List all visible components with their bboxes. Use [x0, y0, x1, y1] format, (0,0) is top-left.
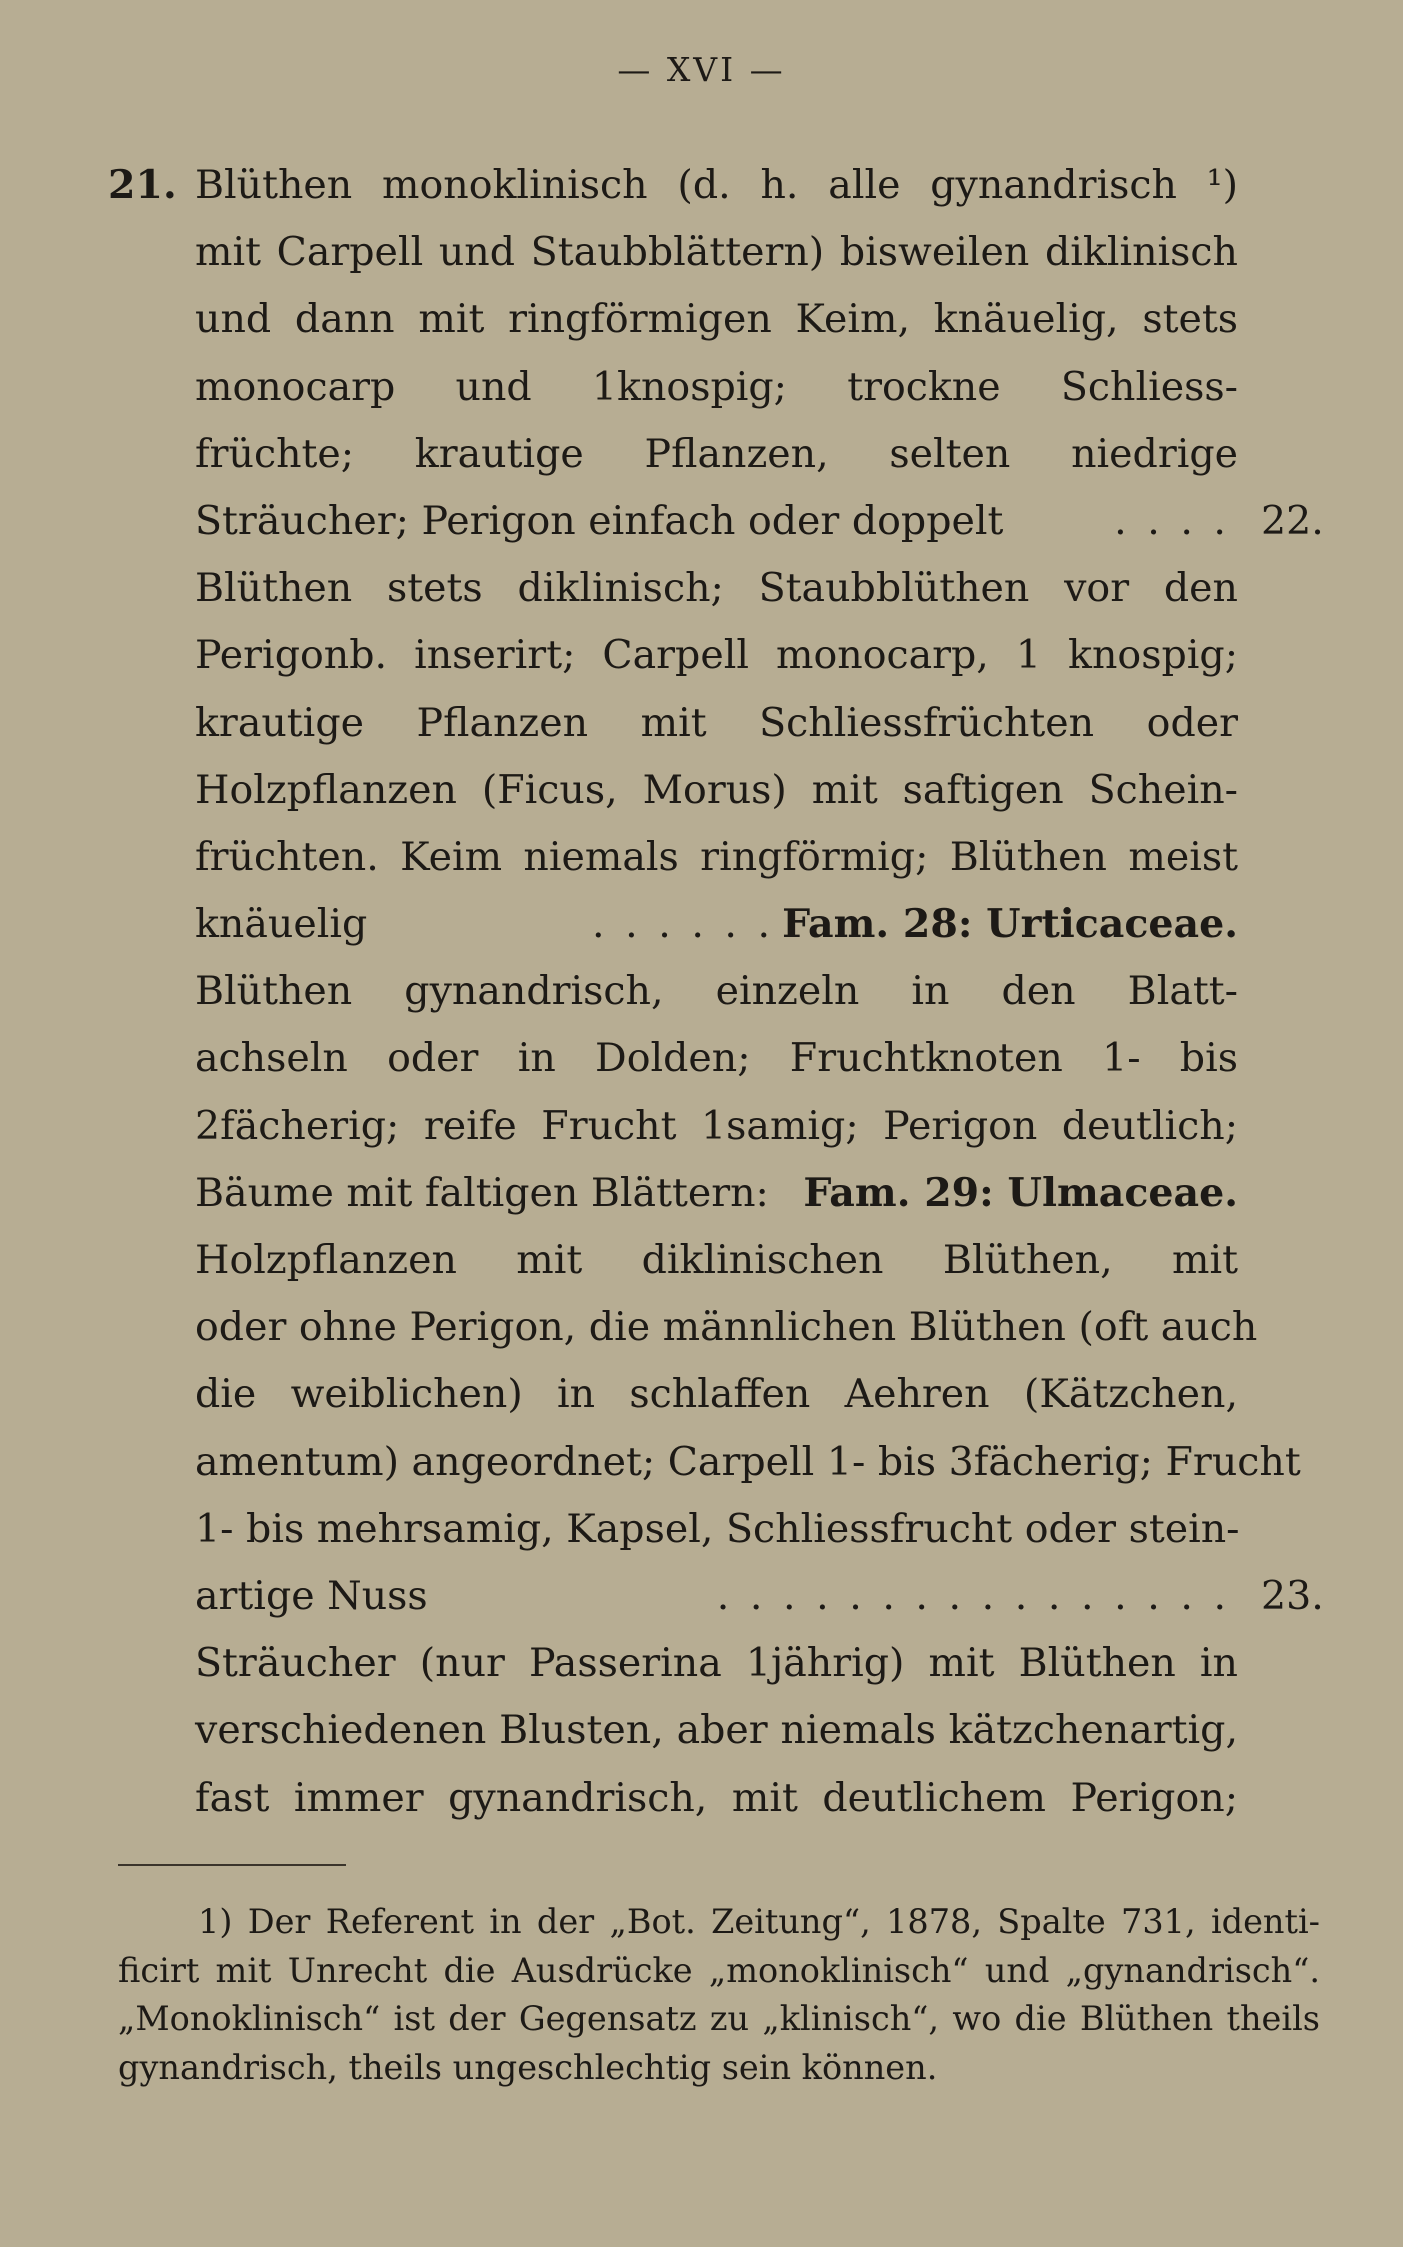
identification-key [108, 152, 1328, 1832]
key-line [108, 555, 1328, 622]
key-reference-22: 22. [1261, 497, 1324, 544]
key-line [108, 757, 1328, 824]
key-line [108, 421, 1328, 488]
key-line [108, 1496, 1328, 1563]
key-text-line: früchte; krautige Pflanzen, selten niedrige [195, 430, 1238, 477]
key-text-line: Holzpflanzen (Ficus, Morus) mit saftigen Schein- [195, 766, 1238, 813]
leader-dots: . . . . . . [591, 901, 775, 948]
leader-dots: . . . . [1114, 497, 1230, 544]
key-line [108, 1630, 1328, 1697]
key-text-line: verschiedenen Blusten, aber niemals kätzchenartig, [195, 1707, 1238, 1754]
key-text-line: die weiblichen) in schlaffen Aehren (Kätzchen, [195, 1371, 1238, 1418]
key-line [108, 354, 1328, 421]
key-line [108, 1765, 1328, 1832]
page-number-header: — XVI — [617, 50, 786, 89]
leader-dots: . . . . . . . . . . . . . . . . [716, 1572, 1230, 1619]
footnote-line: ficirt mit Unrecht die Ausdrücke „monoklinisch“ und „gynandrisch“. [118, 1950, 1320, 1990]
key-text-line [195, 891, 1238, 958]
footnote-line: 1) Der Referent in der „Bot. Zeitung“, 1878, Spalte 731, identi- [198, 1902, 1320, 1941]
key-text-line: achseln oder in Dolden; Fruchtknoten 1- bis [195, 1035, 1238, 1082]
key-line [108, 488, 1328, 555]
key-text-line [195, 488, 1238, 555]
key-text-line: früchten. Keim niemals ringförmig; Blüthen meist [195, 833, 1238, 880]
key-line [108, 1429, 1328, 1496]
key-text-line: oder ohne Perigon, die männlichen Blüthen (oft auch [195, 1304, 1258, 1351]
key-reference-23: 23. [1261, 1572, 1324, 1619]
key-text-fragment: artige Nuss [195, 1572, 428, 1619]
footnote [118, 1898, 1320, 2092]
key-line [108, 1361, 1328, 1428]
key-text-line: 2fächerig; reife Frucht 1samig; Perigon deutlich; [195, 1102, 1238, 1149]
key-text-line: Perigonb. inserirt; Carpell monocarp, 1 knospig; [195, 632, 1238, 679]
key-line [108, 1294, 1328, 1361]
key-line [108, 1227, 1328, 1294]
key-text-line: Blüthen gynandrisch, einzeln in den Blatt- [195, 968, 1238, 1015]
key-line [108, 824, 1328, 891]
key-text-fragment: Sträucher; Perigon einfach oder doppelt [195, 497, 1004, 544]
key-text-line [195, 1160, 1238, 1227]
key-line [108, 219, 1328, 286]
key-text-line: Blüthen monoklinisch (d. h. alle gynandrisch ¹) [195, 162, 1238, 208]
footnote-line: „Monoklinisch“ ist der Gegensatz zu „klinisch“, wo die Blüthen theils [118, 1999, 1320, 2039]
family-name-ulmaceae: Fam. 29: Ulmaceae. [803, 1169, 1238, 1216]
key-text-line: Sträucher (nur Passerina 1jährig) mit Blüthen in [195, 1640, 1238, 1687]
key-line [108, 1563, 1328, 1630]
key-line [108, 1697, 1328, 1764]
key-text-line [195, 1563, 1238, 1630]
key-text-line: amentum) angeordnet; Carpell 1- bis 3fächerig; Frucht [195, 1438, 1301, 1485]
key-line [108, 1160, 1328, 1227]
key-line [108, 958, 1328, 1025]
key-line [108, 152, 1328, 219]
key-line [108, 891, 1328, 958]
key-line [108, 1093, 1328, 1160]
footnote-line: gynandrisch, theils ungeschlechtig sein können. [118, 2047, 938, 2087]
key-text-line: 1- bis mehrsamig, Kapsel, Schliessfrucht oder stein- [195, 1505, 1240, 1552]
key-line [108, 690, 1328, 757]
key-line [108, 622, 1328, 689]
key-text-line: krautige Pflanzen mit Schliessfrüchten oder [195, 699, 1238, 746]
key-text-line: fast immer gynandrisch, mit deutlichem Perigon; [195, 1774, 1238, 1821]
key-text-line: mit Carpell und Staubblättern) bisweilen diklinisch [195, 229, 1238, 276]
key-line [108, 286, 1328, 353]
key-text-line: und dann mit ringförmigen Keim, knäuelig, stets [195, 296, 1238, 343]
footnote-divider [118, 1864, 346, 1866]
family-name-urticaceae: Fam. 28: Urticaceae. [782, 901, 1238, 948]
key-line [108, 1025, 1328, 1092]
key-text-line: Holzpflanzen mit diklinischen Blüthen, mit [195, 1237, 1238, 1283]
key-text-fragment: knäuelig [195, 901, 368, 948]
key-text-line: Blüthen stets diklinisch; Staubblüthen vor den [195, 565, 1238, 612]
key-entry-number: 21. [108, 162, 177, 208]
key-text-line: monocarp und 1knospig; trockne Schliess- [195, 363, 1238, 410]
key-text-fragment: Bäume mit faltigen Blättern: [195, 1169, 769, 1216]
